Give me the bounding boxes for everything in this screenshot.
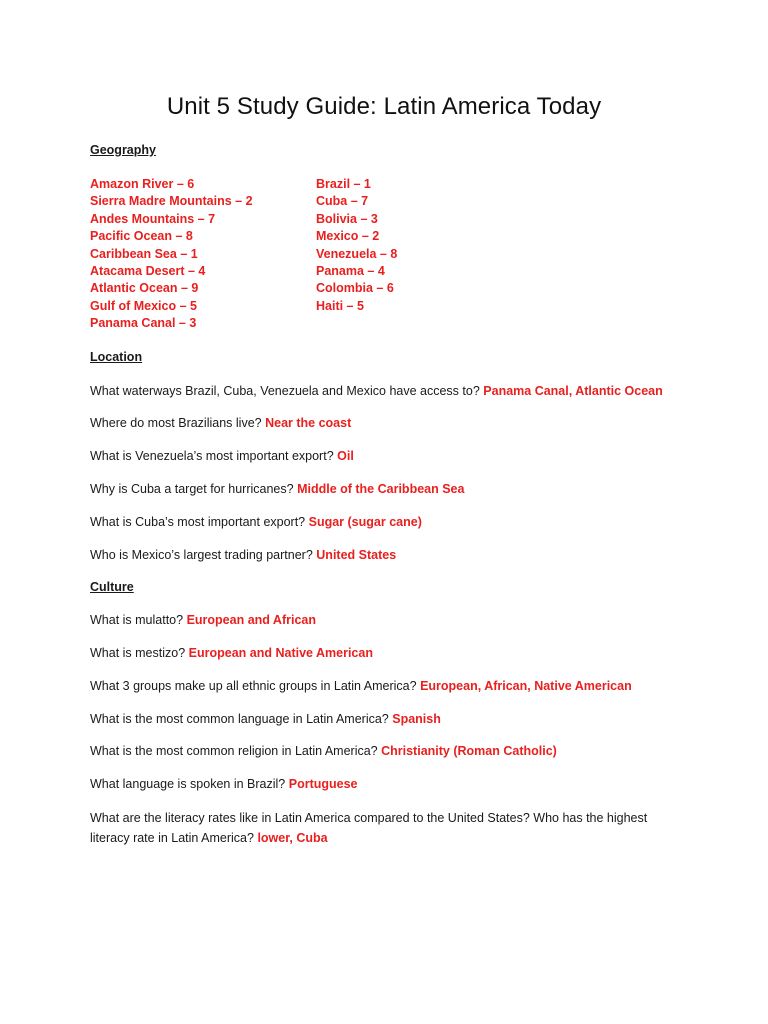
list-item: Pacific Ocean – 8 — [90, 229, 193, 244]
question-text: What is the most common religion in Latin America? — [90, 744, 378, 758]
culture-question-2 — [90, 643, 690, 663]
list-item: Sierra Madre Mountains – 2 — [90, 194, 253, 209]
culture-question-3 — [90, 676, 690, 696]
location-question-4 — [90, 479, 690, 499]
question-text: What is the most common language in Latin America? — [90, 712, 389, 726]
question-text: What is Venezuela’s most important export? — [90, 449, 334, 463]
question-text: What waterways Brazil, Cuba, Venezuela and Mexico have access to? — [90, 384, 480, 398]
question-text: What is mestizo? — [90, 646, 186, 660]
list-item: Panama – 4 — [316, 263, 385, 278]
question-text: What are the literacy rates like in Latin America compared to the United States? Who has the highest literacy rate in Latin America? — [90, 811, 648, 845]
answer-text: Christianity (Roman Catholic) — [381, 744, 557, 758]
answer-text: European, African, Native American — [420, 679, 632, 693]
question-text: What is mulatto? — [90, 613, 184, 627]
answer-text: Sugar (sugar cane) — [308, 515, 422, 529]
culture-question-6 — [90, 774, 690, 794]
answer-text: European and African — [186, 613, 316, 627]
answer-text: Oil — [337, 449, 354, 463]
culture-question-5 — [90, 741, 690, 761]
answer-text: Spanish — [392, 712, 441, 726]
question-text: Who is Mexico’s largest trading partner? — [90, 548, 313, 562]
answer-text: United States — [316, 548, 397, 562]
list-item: Haiti – 5 — [316, 298, 364, 313]
answer-text: lower, Cuba — [257, 831, 328, 845]
list-item: Colombia – 6 — [316, 281, 394, 296]
list-item: Mexico – 2 — [316, 229, 380, 244]
geography-heading: Geography — [90, 143, 156, 157]
list-item: Gulf of Mexico – 5 — [90, 298, 197, 313]
answer-text: Middle of the Caribbean Sea — [297, 482, 465, 496]
list-item: Caribbean Sea – 1 — [90, 246, 198, 261]
question-text: What is Cuba’s most important export? — [90, 515, 306, 529]
list-item: Atacama Desert – 4 — [90, 263, 206, 278]
answer-text: Panama Canal, Atlantic Ocean — [483, 384, 663, 398]
geography-countries-list — [316, 176, 397, 315]
list-item: Venezuela – 8 — [316, 246, 398, 261]
location-heading: Location — [90, 350, 143, 364]
location-question-5 — [90, 512, 690, 532]
location-question-3 — [90, 446, 690, 466]
answer-text: Portuguese — [288, 777, 358, 791]
page-title: Unit 5 Study Guide: Latin America Today — [166, 93, 602, 120]
question-text: What 3 groups make up all ethnic groups in Latin America? — [90, 679, 417, 693]
list-item: Amazon River – 6 — [90, 177, 195, 191]
answer-text: European and Native American — [188, 646, 373, 660]
culture-question-1 — [90, 610, 690, 630]
answer-text: Near the coast — [265, 416, 352, 430]
question-text: What language is spoken in Brazil? — [90, 777, 286, 791]
culture-question-7 — [90, 808, 680, 848]
list-item: Panama Canal – 3 — [90, 316, 197, 331]
location-question-2 — [90, 413, 690, 433]
culture-question-4 — [90, 709, 690, 729]
geography-features-list — [90, 176, 253, 333]
list-item: Cuba – 7 — [316, 194, 369, 209]
list-item: Bolivia – 3 — [316, 211, 378, 226]
location-question-1 — [90, 381, 690, 401]
question-text: Why is Cuba a target for hurricanes? — [90, 482, 294, 496]
culture-heading: Culture — [90, 580, 134, 594]
list-item: Andes Mountains – 7 — [90, 211, 216, 226]
question-text: Where do most Brazilians live? — [90, 416, 262, 430]
location-question-6 — [90, 545, 690, 565]
list-item: Atlantic Ocean – 9 — [90, 281, 199, 296]
list-item: Brazil – 1 — [316, 177, 371, 191]
